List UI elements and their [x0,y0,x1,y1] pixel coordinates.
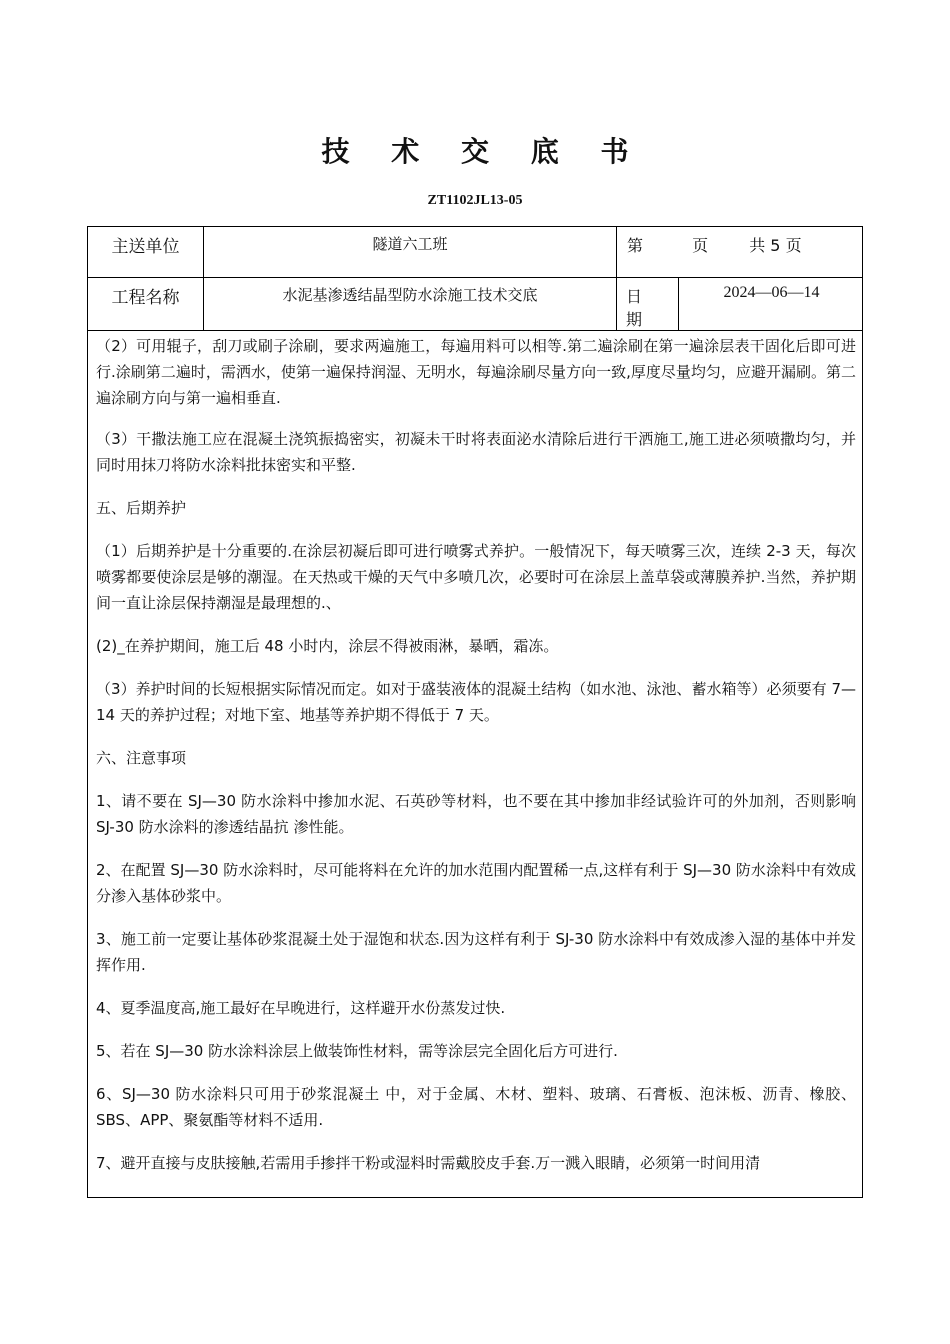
paragraph: 3、施工前一定要让基体砂浆混凝土处于湿饱和状态.因为这样有利于 SJ-30 防水涂料中有效成渗入湿的基体中并发挥作用. [96,930,856,974]
page-mid: 页 [692,236,709,255]
project-value: 水泥基渗透结晶型防水涂施工技术交底 [204,278,617,330]
date-label: 日 期 [617,278,679,330]
project-label: 工程名称 [88,278,204,330]
page-total: 共 5 页 [749,236,802,255]
disclosure-table [87,226,863,1198]
document-number: ZT1102JL13-05 [427,193,523,208]
page-info [617,227,863,277]
sender-value: 隧道六工班 [204,227,617,277]
paragraph: 2、在配置 SJ—30 防水涂料时，尽可能将料在允许的加水范围内配置稀一点,这样有利于 SJ—30 防水涂料中有效成分渗入基体砂浆中。 [96,861,856,905]
paragraph: 6、SJ—30 防水涂料只可用于砂浆混凝土 中，对于金属、木材、塑料、玻璃、石膏板、泡沫板、沥青、橡胶、SBS、APP、聚氨酯等材料不适用. [96,1085,856,1129]
paragraph: （2）可用辊子，刮刀或刷子涂刷，要求两遍施工，每遍用料可以相等.第二遍涂刷在第一遍涂层表干固化后即可进行.涂刷第二遍时，需洒水，使第一遍保持润湿、无明水，每遍涂刷尽量方向一致,厚度尽量均匀，应避开漏刷。第二遍涂刷方向与第一遍相垂直. [96,337,856,407]
paragraph: 4、夏季温度高,施工最好在早晚进行，这样避开水份蒸发过快. [96,999,506,1017]
paragraph: （3）干撒法施工应在混凝土浇筑振捣密实，初凝未干时将表面泌水清除后进行干洒施工,施工进必须喷撒均匀，并同时用抹刀将防水涂料批抹密实和平整. [96,430,856,474]
paragraph: （3）养护时间的长短根据实际情况而定。如对于盛装液体的混凝土结构（如水池、泳池、蓄水箱等）必须要有 7—14 天的养护过程；对地下室、地基等养护期不得低于 7 天。 [96,680,856,724]
sender-label: 主送单位 [88,227,204,277]
paragraph: 1、请不要在 SJ—30 防水涂料中掺加水泥、石英砂等材料，也不要在其中掺加非经试验许可的外加剂，否则影响 SJ-30 防水涂料的渗透结晶抗 渗性能。 [96,792,856,836]
paragraph: 5、若在 SJ—30 防水涂料涂层上做装饰性材料，需等涂层完全固化后方可进行. [96,1042,618,1060]
header-row-project [88,278,862,331]
section-heading: 六、注意事项 [96,749,187,767]
paragraph: (2)_在养护期间，施工后 48 小时内，涂层不得被雨淋，暴晒，霜冻。 [96,637,559,655]
page-label: 第 [627,236,644,255]
paragraph: 7、避开直接与皮肤接触,若需用手掺拌干粉或湿料时需戴胶皮手套.万一溅入眼睛，必须第一时间用清 [96,1154,761,1172]
document-title: 技 术 交 底 书 [321,135,645,168]
paragraph: （1）后期养护是十分重要的.在涂层初凝后即可进行喷雾式养护。一般情况下，每天喷雾三次，连续 2-3 天，每次喷雾都要使涂层是够的潮湿。在天热或干燥的天气中多喷几次，必要时可在涂层上盖草袋或薄膜养护.当然，养护期间一直让涂层保持潮湿是最理想的.、 [96,542,856,612]
date-value: 2024—06—14 [723,284,820,301]
content-body [88,331,862,1176]
section-heading: 五、后期养护 [96,499,187,517]
header-row-sender [88,227,862,278]
